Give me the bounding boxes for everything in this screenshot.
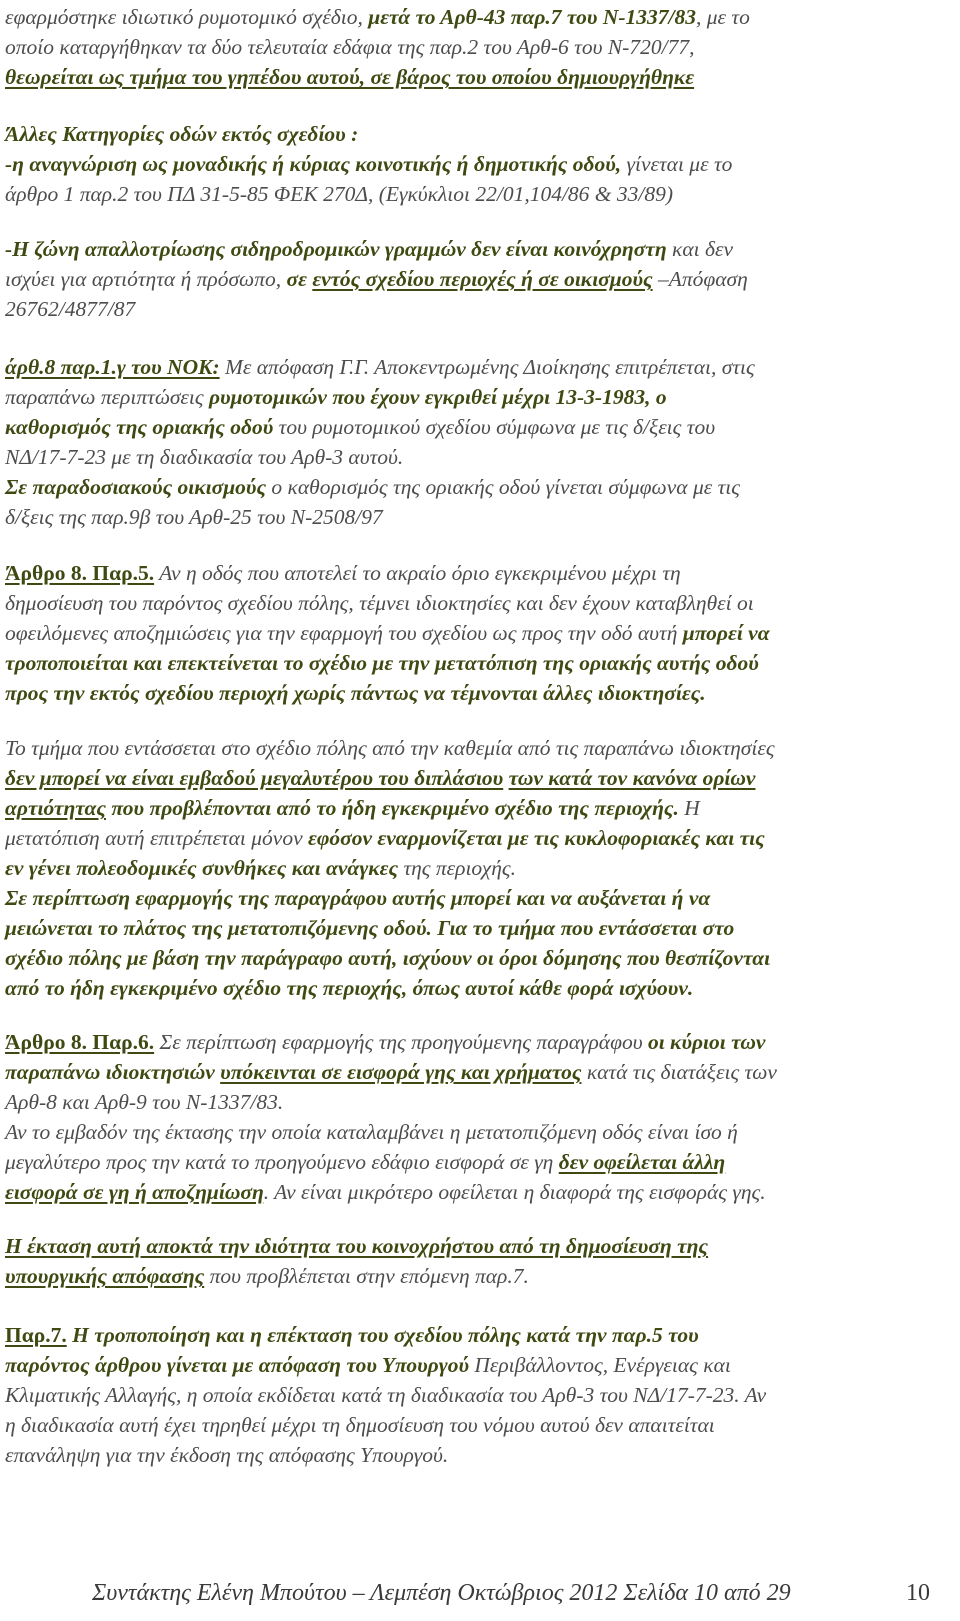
text-line — [5, 1410, 940, 1440]
text-line — [5, 442, 940, 472]
text-run: Άλλες Κατηγορίες οδών εκτός σχεδίου : — [5, 122, 359, 146]
text-run: οι κύριοι των — [647, 1030, 766, 1054]
text-run: μετατόπιση αυτή επιτρέπεται μόνον — [5, 826, 308, 850]
text-line — [5, 1147, 940, 1177]
text-run: οποίο καταργήθηκαν τα δύο τελευταία εδάφια της παρ.2 του Αρθ-6 του Ν-720/77, — [5, 35, 695, 59]
text-run: εντός σχεδίου περιοχές ή σε οικισμούς — [312, 267, 653, 291]
text-run: του ρυμοτομικού σχεδίου σύμφωνα με τις δ/ξεις του — [273, 415, 716, 439]
text-run: μπορεί να — [682, 621, 770, 645]
text-run: Άρθρο 8. Παρ.6. — [5, 1030, 155, 1054]
page-footer: Συντάκτης Ελένη Μπούτου – Λεμπέση Οκτώβριος 2012 Σελίδα 10 από 29 — [92, 1580, 791, 1606]
text-run: άρθρο 1 παρ.2 του ΠΔ 31-5-85 ΦΕΚ 270Δ, (Εγκύκλιοι 22/01,104/86 & 33/89) — [5, 182, 674, 206]
text-line — [5, 149, 940, 179]
text-run: Η — [678, 796, 700, 820]
para-article-8-par-6 — [5, 1027, 940, 1207]
text-run: δημοσίευση του παρόντος σχεδίου πόλης, τέμνει ιδιοκτησίες και δεν έχουν καταβληθεί οι — [5, 591, 754, 615]
text-line — [5, 1320, 940, 1350]
text-run: από το ήδη εγκεκριμένο σχέδιο της περιοχής, όπως αυτοί κάθε φορά ισχύουν. — [5, 976, 694, 1000]
text-line — [5, 733, 940, 763]
text-run: παραπάνω ιδιοκτησιών — [5, 1060, 221, 1084]
text-run: Σε περίπτωση εφαρμογής της παραγράφου αυτής μπορεί και να αυξάνεται ή να — [5, 886, 711, 910]
text-run: οφειλόμενες αποζημιώσεις για την εφαρμογή του σχεδίου ως προς την οδό αυτή — [5, 621, 683, 645]
text-run: μεγαλύτερο προς την κατά το προηγούμενο εδάφιο εισφορά σε γη — [5, 1150, 559, 1174]
text-run: αρτιότητας — [5, 796, 106, 820]
text-run: των κατά τον κανόνα ορίων — [508, 766, 756, 790]
text-run: , με το — [695, 5, 750, 29]
text-run: μετά το Αρθ-43 παρ.7 του Ν-1337/83 — [368, 5, 696, 29]
text-line — [5, 943, 940, 973]
text-run: η διαδικασία αυτή έχει τηρηθεί μέχρι τη δημοσίευση του νόμου αυτού δεν απαιτείται — [5, 1413, 715, 1437]
text-line — [5, 618, 940, 648]
text-line — [5, 793, 940, 823]
text-run: δεν μπορεί να είναι εμβαδού μεγαλυτέρου του διπλάσιου — [5, 766, 504, 790]
text-line — [5, 352, 940, 382]
text-run: υπόκεινται σε εισφορά γης και χρήματος — [220, 1060, 582, 1084]
text-run: μειώνεται το πλάτος της μετατοπιζόμενης οδού. Για το τμήμα που εντάσσεται στο — [5, 916, 735, 940]
para-nok-article-8 — [5, 352, 940, 532]
text-run: Περιβάλλοντος, Ενέργειας και — [468, 1353, 731, 1377]
text-run: Το τμήμα που εντάσσεται στο σχέδιο πόλης από την καθεμία από τις παραπάνω ιδιοκτησίες — [5, 736, 775, 760]
text-run: ΝΔ/17-7-23 με τη διαδικασία του Αρθ-3 αυτού. — [5, 445, 404, 469]
text-line — [5, 1027, 940, 1057]
page-number: 10 — [906, 1580, 930, 1606]
text-line — [5, 2, 940, 32]
text-line — [5, 883, 940, 913]
text-run: -η αναγνώριση ως μοναδικής ή κύριας κοινοτικής ή δημοτικής οδού, — [5, 152, 622, 176]
text-run: παραπάνω περιπτώσεις — [5, 385, 209, 409]
text-line — [5, 294, 940, 324]
text-line — [5, 62, 940, 92]
text-run: εφαρμόστηκε ιδιωτικό ρυμοτομικό σχέδιο, — [5, 5, 369, 29]
text-line — [5, 913, 940, 943]
text-run: άρθ.8 παρ.1.γ του ΝΟΚ: — [5, 355, 220, 379]
text-run: Η έκταση αυτή αποκτά την ιδιότητα του κοινοχρήστου από τη δημοσίευση της — [5, 1234, 709, 1258]
text-run: γίνεται με το — [621, 152, 733, 176]
text-run: Αρθ-8 και Αρθ-9 του Ν-1337/83. — [5, 1090, 284, 1114]
text-line — [5, 678, 940, 708]
text-line — [5, 1440, 940, 1470]
text-line — [5, 1380, 940, 1410]
text-line — [5, 412, 940, 442]
text-run: δεν οφείλεται άλλη — [558, 1150, 726, 1174]
text-run: Σε παραδοσιακούς οικισμούς — [5, 475, 267, 499]
text-run: -Η ζώνη απαλλοτρίωσης σιδηροδρομικών γραμμών δεν είναι κοινόχρηστη — [5, 237, 667, 261]
text-line — [5, 502, 940, 532]
text-line — [5, 1350, 940, 1380]
text-line — [5, 558, 940, 588]
para-railway-zone — [5, 234, 940, 324]
para-other-road-categories — [5, 119, 940, 209]
text-run: θεωρείται ως τμήμα του γηπέδου αυτού, σε βάρος του οποίου δημιουργήθηκε — [5, 65, 695, 89]
text-line — [5, 973, 940, 1003]
text-line — [5, 588, 940, 618]
text-run: προς την εκτός σχεδίου περιοχή χωρίς πάντως να τέμνονται άλλες ιδιοκτησίες. — [5, 681, 706, 705]
text-run: της περιοχής. — [398, 856, 516, 880]
para-public-use — [5, 1231, 940, 1291]
text-run: που προβλέπονται από το ήδη εγκεκριμένο σχέδιο της περιοχής. — [106, 796, 679, 820]
text-run: Κλιματικής Αλλαγής, η οποία εκδίδεται κατά τη διαδικασία του Αρθ-3 του ΝΔ/17-7-23. Αν — [5, 1383, 767, 1407]
text-run: υπουργικής απόφασης — [5, 1264, 205, 1288]
text-run: επανάληψη για την έκδοση της απόφασης Υπουργού. — [5, 1443, 449, 1467]
text-line — [5, 234, 940, 264]
text-line — [5, 763, 940, 793]
text-run: εισφορά σε γη ή αποζημίωση — [5, 1180, 264, 1204]
text-run: κατά τις διατάξεις των — [581, 1060, 777, 1084]
text-line — [5, 1057, 940, 1087]
text-line — [5, 853, 940, 883]
text-run: τροποποιείται και επεκτείνεται το σχέδιο με την μετατόπιση της οριακής αυτής οδού — [5, 651, 759, 675]
text-line — [5, 32, 940, 62]
text-run: σε — [286, 267, 313, 291]
text-line — [5, 823, 940, 853]
text-line — [5, 1087, 940, 1117]
text-line — [5, 179, 940, 209]
text-run: σχέδιο πόλης με βάση την παράγραφο αυτή, ισχύουν οι όροι δόμησης που θεσπίζονται — [5, 946, 771, 970]
text-run: ρυμοτομικών που έχουν εγκριθεί μέχρι 13-3-1983, ο — [208, 385, 667, 409]
text-run: δ/ξεις της παρ.9β του Αρθ-25 του Ν-2508/97 — [5, 505, 383, 529]
text-line — [5, 648, 940, 678]
text-line — [5, 472, 940, 502]
text-run: Αν η οδός που αποτελεί το ακραίο όριο εγκεκριμένου μέχρι τη — [154, 561, 681, 585]
text-run: εφόσον εναρμονίζεται με τις κυκλοφοριακές και τις — [308, 826, 765, 850]
para-par-7 — [5, 1320, 940, 1470]
text-line — [5, 1261, 940, 1291]
text-run: Αν το εμβαδόν της έκτασης την οποία καταλαμβάνει η μετατοπιζόμενη οδός είναι ίσο ή — [5, 1120, 738, 1144]
text-run: Άρθρο 8. Παρ.5. — [5, 561, 155, 585]
text-run: . Αν είναι μικρότερο οφείλεται η διαφορά της εισφοράς γης. — [263, 1180, 766, 1204]
text-run: Η τροποποίηση και η επέκταση του σχεδίου πόλης κατά την παρ.5 του — [66, 1323, 699, 1347]
text-run: –Απόφαση — [652, 267, 748, 291]
text-run: που προβλέπεται στην επόμενη παρ.7. — [204, 1264, 529, 1288]
para-article-8-par-5 — [5, 558, 940, 708]
text-run: Με απόφαση Γ.Γ. Αποκεντρωμένης Διοίκησης επιτρέπεται, στις — [219, 355, 755, 379]
text-run: Παρ.7. — [5, 1323, 67, 1347]
text-line — [5, 1231, 940, 1261]
text-line — [5, 382, 940, 412]
text-run: παρόντος άρθρου γίνεται με απόφαση του Υπουργού — [5, 1353, 469, 1377]
text-run: εν γένει πολεοδομικές συνθήκες και ανάγκες — [5, 856, 399, 880]
text-line — [5, 1177, 940, 1207]
text-run: καθορισμός της οριακής οδού — [5, 415, 274, 439]
text-line — [5, 119, 940, 149]
text-line — [5, 1117, 940, 1147]
text-line — [5, 264, 940, 294]
para-continuation — [5, 2, 940, 92]
para-area-incorporated — [5, 733, 940, 1003]
text-run: ισχύει για αρτιότητα ή πρόσωπο, — [5, 267, 287, 291]
text-run: 26762/4877/87 — [5, 297, 136, 321]
text-run: και δεν — [666, 237, 733, 261]
text-run: Σε περίπτωση εφαρμογής της προηγούμενης παραγράφου — [154, 1030, 648, 1054]
text-run: ο καθορισμός της οριακής οδού γίνεται σύμφωνα με τις — [266, 475, 740, 499]
